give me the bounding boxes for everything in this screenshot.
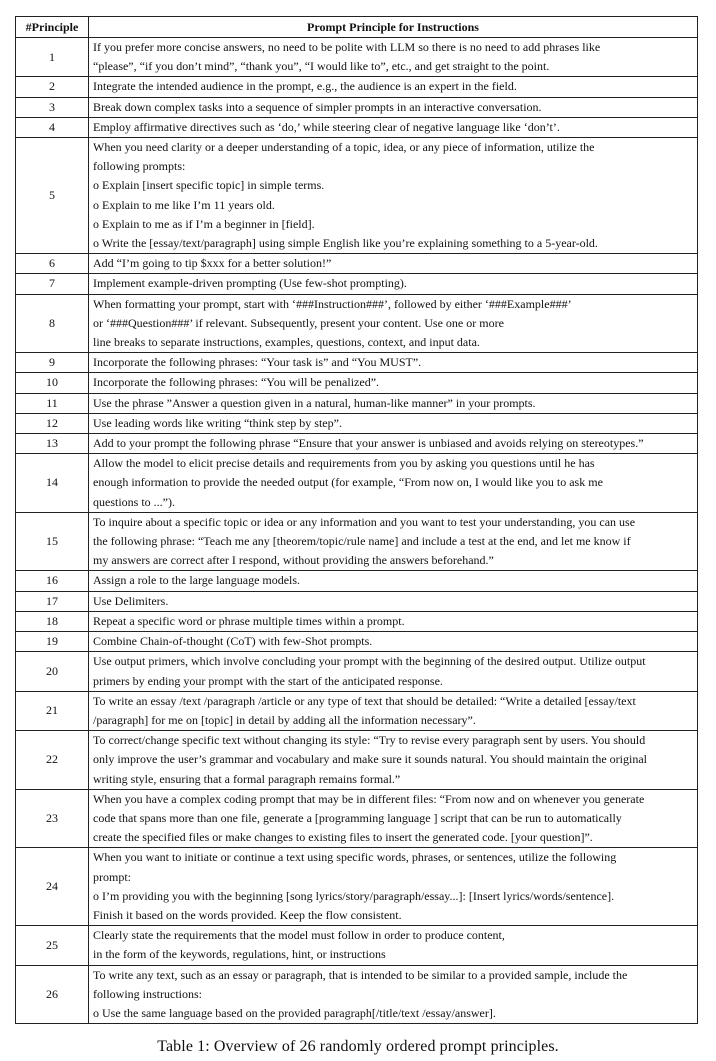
principle-text (89, 571, 698, 591)
principle-text (89, 789, 698, 848)
principle-text-line: Integrate the intended audience in the prompt, e.g., the audience is an expert in the field. (93, 79, 517, 94)
principle-text-line: o Explain [insert specific topic] in simple terms. (93, 178, 325, 193)
principle-text-line: prompt: (93, 869, 131, 884)
table-row (16, 611, 698, 631)
principle-text-line: When you need clarity or a deeper understanding of a topic, idea, or any piece of information, utilize the (93, 140, 595, 155)
table-row (16, 848, 698, 926)
table-row (16, 571, 698, 591)
principle-text-line: Use the phrase ”Answer a question given in a natural, human-like manner” in your prompts. (93, 395, 536, 410)
principle-text-line: When formatting your prompt, start with ‘###Instruction###’, followed by either ‘###Example###’ (93, 296, 572, 311)
principle-text-line: my answers are correct after I respond, without providing the answers beforehand.” (93, 553, 494, 568)
principle-text-line: Assign a role to the large language models. (93, 573, 301, 588)
table-row (16, 138, 698, 254)
table-row (16, 691, 698, 730)
principle-number: 17 (16, 591, 89, 611)
principle-text (89, 611, 698, 631)
principle-text (89, 591, 698, 611)
principle-text-line: Use output primers, which involve concluding your prompt with the beginning of the desired output. Utilize output (93, 654, 646, 669)
table-row (16, 254, 698, 274)
principle-text (89, 434, 698, 454)
principle-number: 18 (16, 611, 89, 631)
principle-number: 21 (16, 691, 89, 730)
principle-number: 20 (16, 652, 89, 691)
principle-text-line: o Explain to me like I’m 11 years old. (93, 197, 275, 212)
principle-text-line: Repeat a specific word or phrase multiple times within a prompt. (93, 613, 405, 628)
table-row (16, 454, 698, 513)
principle-text-line: primers by ending your prompt with the start of the anticipated response. (93, 673, 443, 688)
principle-text-line: line breaks to separate instructions, examples, questions, context, and input data. (93, 335, 480, 350)
principle-text (89, 353, 698, 373)
principle-text-line: in the form of the keywords, regulations, hint, or instructions (93, 947, 386, 962)
table-row (16, 353, 698, 373)
principle-number: 5 (16, 138, 89, 254)
principle-text (89, 632, 698, 652)
table-row (16, 38, 698, 77)
principle-number: 6 (16, 254, 89, 274)
principle-number: 2 (16, 77, 89, 97)
principle-number: 8 (16, 294, 89, 353)
principle-number: 23 (16, 789, 89, 848)
principle-number: 12 (16, 413, 89, 433)
principle-text (89, 117, 698, 137)
principle-text-line: Add to your prompt the following phrase “Ensure that your answer is unbiased and avoids relying on stereotypes.” (93, 436, 644, 451)
table-row (16, 965, 698, 1024)
table-row (16, 926, 698, 965)
principle-text-line: Use leading words like writing “think step by step”. (93, 415, 342, 430)
table-row (16, 413, 698, 433)
principle-text (89, 97, 698, 117)
principle-text (89, 38, 698, 77)
principle-number: 10 (16, 373, 89, 393)
principle-number: 4 (16, 117, 89, 137)
table-row (16, 117, 698, 137)
table-row (16, 77, 698, 97)
principle-number: 25 (16, 926, 89, 965)
table-row (16, 373, 698, 393)
principle-number: 1 (16, 38, 89, 77)
principle-text-line: questions to ...”). (93, 494, 175, 509)
table-row (16, 652, 698, 691)
principle-number: 11 (16, 393, 89, 413)
principle-text (89, 454, 698, 513)
principle-text-line: o Explain to me as if I’m a beginner in [field]. (93, 216, 315, 231)
principle-text-line: Incorporate the following phrases: “You will be penalized”. (93, 375, 380, 390)
principle-text-line: create the specified files or make changes to existing files to insert the generated code. [your question]”. (93, 830, 593, 845)
table-row (16, 731, 698, 790)
principles-table (15, 16, 698, 1024)
principle-text-line: Allow the model to elicit precise details and requirements from you by asking you questions until he has (93, 456, 595, 471)
principle-number: 19 (16, 632, 89, 652)
principle-text-line: following prompts: (93, 159, 186, 174)
principle-number: 24 (16, 848, 89, 926)
table-row (16, 274, 698, 294)
principle-text (89, 413, 698, 433)
principle-text-line: the following phrase: “Teach me any [theorem/topic/rule name] and include a test at the end, and let me know if (93, 534, 631, 549)
principle-number: 9 (16, 353, 89, 373)
principle-number: 15 (16, 512, 89, 571)
principle-text (89, 691, 698, 730)
principle-number: 3 (16, 97, 89, 117)
principle-text (89, 77, 698, 97)
principle-text-line: Break down complex tasks into a sequence of simpler prompts in an interactive conversation. (93, 99, 542, 114)
principle-text-line: Implement example-driven prompting (Use few-shot prompting). (93, 276, 407, 291)
principle-text (89, 848, 698, 926)
principle-text (89, 373, 698, 393)
principle-text-line: only improve the user’s grammar and vocabulary and make sure it sounds natural. You should maintain the original (93, 752, 647, 767)
principle-text-line: When you want to initiate or continue a text using specific words, phrases, or sentences, utilize the following (93, 850, 617, 865)
principle-number: 14 (16, 454, 89, 513)
table-header-row (16, 17, 698, 38)
principle-number: 7 (16, 274, 89, 294)
header-prompt-principle: Prompt Principle for Instructions (89, 17, 698, 38)
table-row (16, 591, 698, 611)
principle-text-line: When you have a complex coding prompt that may be in different files: “From now and on whenever you generate (93, 791, 645, 806)
principle-text-line: enough information to provide the needed output (for example, “From now on, I would like you to ask me (93, 475, 603, 490)
principle-text-line: Clearly state the requirements that the model must follow in order to produce content, (93, 928, 505, 943)
header-principle-number: #Principle (16, 17, 89, 38)
principle-text-line: Employ affirmative directives such as ‘do,’ while steering clear of negative language like ‘don’t’. (93, 119, 560, 134)
table-row (16, 393, 698, 413)
principle-text-line: o I’m providing you with the beginning [song lyrics/story/paragraph/essay...]: [Insert lyrics/words/sentence]. (93, 888, 615, 903)
principle-number: 26 (16, 965, 89, 1024)
principle-text (89, 138, 698, 254)
principle-text (89, 254, 698, 274)
table-row (16, 632, 698, 652)
principle-number: 16 (16, 571, 89, 591)
principle-text-line: Use Delimiters. (93, 593, 169, 608)
principle-text (89, 926, 698, 965)
principle-text-line: “please”, “if you don’t mind”, “thank you”, “I would like to”, etc., and get straight to the point. (93, 59, 550, 74)
principle-text-line: o Write the [essay/text/paragraph] using simple English like you’re explaining something to a 5-year-old. (93, 236, 598, 251)
table-row (16, 294, 698, 353)
principle-number: 13 (16, 434, 89, 454)
principle-text-line: To inquire about a specific topic or idea or any information and you want to test your understanding, you can use (93, 514, 636, 529)
principle-text-line: To write an essay /text /paragraph /article or any type of text that should be detailed: “Write a detailed [essay/text (93, 693, 636, 708)
principle-text (89, 965, 698, 1024)
principle-text-line: Add “I’m going to tip $xxx for a better solution!” (93, 256, 332, 271)
principle-text (89, 274, 698, 294)
table-row (16, 434, 698, 454)
principle-text-line: o Use the same language based on the provided paragraph[/title/text /essay/answer]. (93, 1005, 496, 1020)
principle-text-line: or ‘###Question###’ if relevant. Subsequently, present your content. Use one or more (93, 315, 504, 330)
table-body (16, 38, 698, 1024)
principle-text-line: writing style, ensuring that a formal paragraph remains formal.” (93, 771, 401, 786)
principle-text (89, 393, 698, 413)
principle-text-line: Combine Chain-of-thought (CoT) with few-Shot prompts. (93, 634, 373, 649)
principle-text (89, 512, 698, 571)
principle-text (89, 294, 698, 353)
principle-text-line: If you prefer more concise answers, no need to be polite with LLM so there is no need to add phrases like (93, 40, 601, 54)
table-row (16, 789, 698, 848)
principle-text-line: /paragraph] for me on [topic] in detail by adding all the information necessary”. (93, 712, 476, 727)
principle-text-line: Incorporate the following phrases: “Your task is” and “You MUST”. (93, 355, 422, 370)
principle-text-line: To correct/change specific text without changing its style: “Try to revise every paragraph sent by users. You should (93, 733, 646, 748)
table-row (16, 97, 698, 117)
principle-text-line: following instructions: (93, 986, 202, 1001)
table-caption: Table 1: Overview of 26 randomly ordered prompt principles. (157, 1038, 559, 1056)
principle-text-line: code that spans more than one file, generate a [programming language ] script that can be run to automatically (93, 810, 622, 825)
principle-text (89, 731, 698, 790)
principle-text (89, 652, 698, 691)
table-row (16, 512, 698, 571)
principle-text-line: Finish it based on the words provided. Keep the flow consistent. (93, 907, 402, 922)
principle-text-line: To write any text, such as an essay or paragraph, that is intended to be similar to a provided sample, include the (93, 967, 628, 982)
principle-number: 22 (16, 731, 89, 790)
